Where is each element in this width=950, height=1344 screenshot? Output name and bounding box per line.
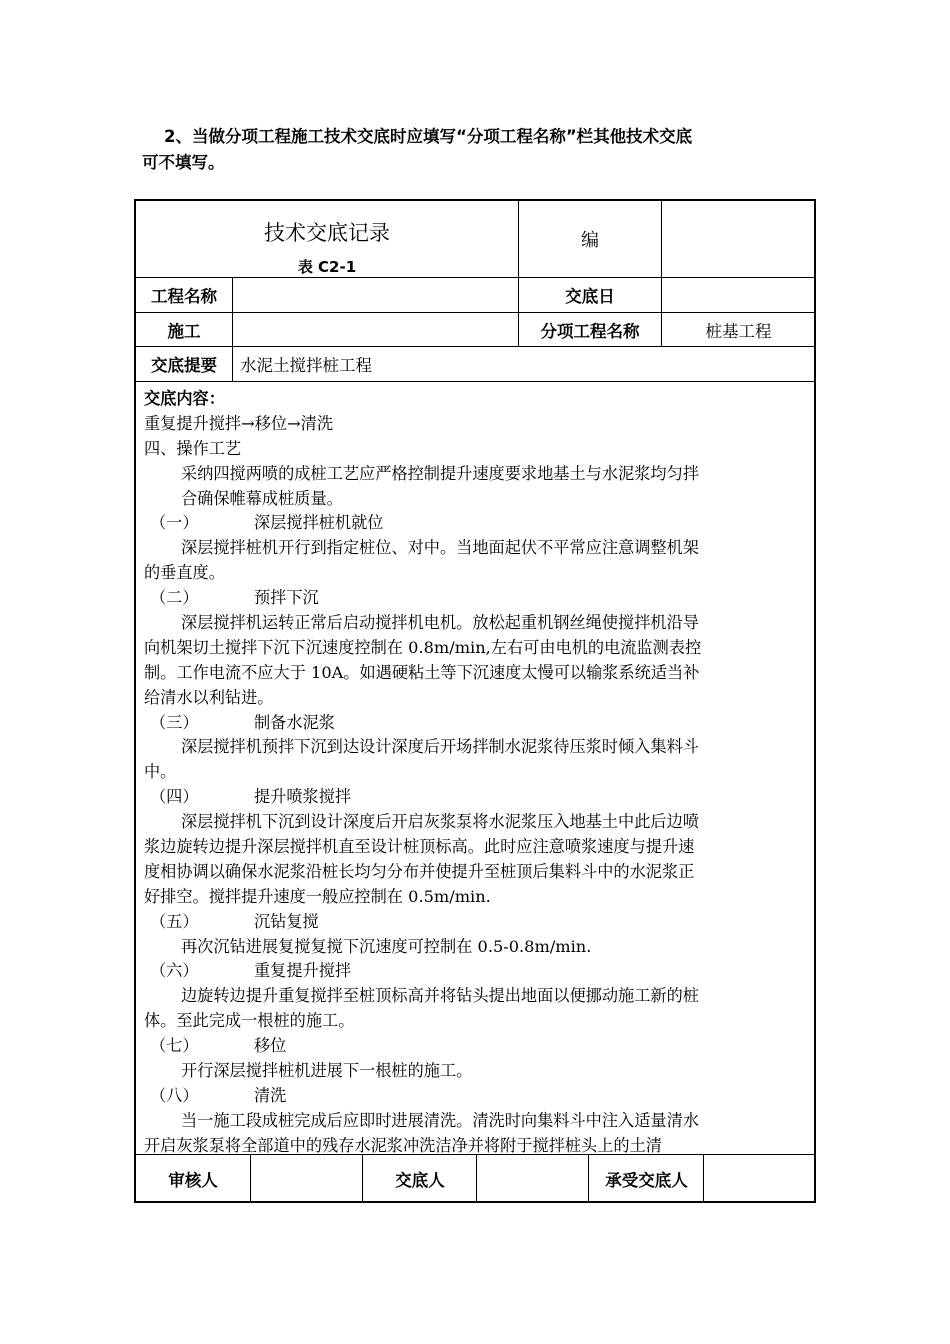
section-line: 开启灰浆泵将全部道中的残存水泥浆冲洗洁净并将附于搅拌桩头上的土清 (144, 1135, 662, 1155)
date-field[interactable] (663, 278, 814, 312)
section-line: 深层搅拌机预拌下沉到达设计深度后开场拌制水泥浆待压浆时倾入集料斗 (181, 737, 699, 757)
section-line: 制。工作电流不应大于 10A。如遇硬粘土等下沉速度太慢可以输浆系统适当补 (144, 662, 700, 682)
section-heading (144, 1084, 810, 1109)
receiver-label: 承受交底人 (605, 1171, 688, 1190)
receiver-field[interactable] (705, 1155, 814, 1203)
note-line-2: 可不填写。 (142, 153, 225, 172)
form-title: 技术交底记录 (264, 221, 390, 245)
section-title: 重复提升搅拌 (254, 961, 352, 981)
section-line: 深层搅拌机运转正常后启动搅拌机电机。放松起重机钢丝绳使搅拌机沿导 (181, 613, 699, 633)
section-number: （五） (150, 911, 199, 931)
project-name-label: 工程名称 (151, 287, 217, 306)
bian-field[interactable] (663, 201, 814, 277)
section-title: 提升喷浆搅拌 (254, 787, 352, 807)
disclosure-content (144, 387, 810, 1159)
form-title-block (136, 201, 518, 277)
section-title: 深层搅拌桩机就位 (254, 513, 384, 533)
section-title: 清洗 (254, 1085, 287, 1105)
section-line: 中。 (144, 762, 177, 782)
section-title: 预拌下沉 (254, 588, 319, 608)
section-number: （三） (150, 712, 199, 732)
section-line: 当一施工段成桩完成后应即时进展清洗。清洗时向集料斗中注入适量清水 (181, 1110, 699, 1130)
instruction-note (142, 124, 802, 176)
reviewer-field[interactable] (252, 1155, 362, 1203)
section-line: 深层搅拌桩机开行到指定桩位、对中。当地面起伏不平常应注意调整机架 (181, 538, 699, 558)
date-label: 交底日 (565, 287, 615, 306)
content-line: 采纳四搅两喷的成桩工艺应严格控制提升速度要求地基土与水泥浆均匀拌 (181, 463, 699, 483)
section-line: 边旋转边提升重复搅拌至桩顶标高并将钻头提出地面以便挪动施工新的桩 (181, 986, 699, 1006)
section-heading (144, 959, 810, 984)
content-line: 重复提升搅拌→移位→清洗 (144, 413, 334, 433)
section-line: 开行深层搅拌桩机进展下一根桩的施工。 (181, 1061, 473, 1081)
discloser-field[interactable] (478, 1155, 588, 1203)
note-line-1: 2、当做分项工程施工技术交底时应填写“分项工程名称”栏其他技术交底 (164, 127, 693, 146)
discloser-label: 交底人 (395, 1171, 445, 1190)
section-title: 沉钻复搅 (254, 911, 319, 931)
construction-field[interactable] (234, 313, 518, 346)
section-heading (144, 910, 810, 935)
section-line: 浆边旋转边提升深层搅拌机直至设计桩顶标高。此时应注意喷浆速度与提升速 (144, 837, 695, 857)
table-number: 表 C2-1 (297, 258, 357, 276)
section-line: 给清水以利钻进。 (144, 687, 274, 707)
summary-label: 交底提要 (151, 356, 217, 375)
section-line: 向机架切土搅拌下沉下沉速度控制在 0.8m/min,左右可由电机的电流监测表控 (144, 637, 702, 657)
section-line: 的垂直度。 (144, 563, 225, 583)
section-line: 体。至此完成一根桩的施工。 (144, 1011, 355, 1031)
section-line: 再次沉钻进展复搅复搅下沉速度可控制在 0.5-0.8m/min. (181, 936, 592, 956)
section-title: 移位 (254, 1036, 287, 1056)
disclosure-record-form (134, 199, 816, 1203)
section-heading (144, 711, 810, 736)
subproject-name-field[interactable]: 桩基工程 (705, 321, 772, 341)
section-line: 深层搅拌机下沉到设计深度后开启灰浆泵将水泥浆压入地基土中此后边喷 (181, 812, 699, 832)
section-number: （四） (150, 787, 199, 807)
section-heading (144, 1034, 810, 1059)
project-name-field[interactable] (234, 278, 518, 312)
section-number: （六） (150, 961, 199, 981)
content-header: 交底内容： (144, 389, 225, 408)
construction-label: 施工 (167, 321, 201, 341)
section-number: （一） (150, 513, 199, 533)
section-heading (144, 511, 810, 536)
section-number: （七） (150, 1036, 199, 1056)
subproject-name-label: 分项工程名称 (540, 321, 640, 341)
section-number: （二） (150, 588, 199, 608)
bian-label: 编 (581, 230, 599, 251)
section-line: 度相协调以确保水泥浆沿桩长均匀分布并使提升至桩顶后集料斗中的水泥浆正 (144, 861, 695, 881)
section-title: 制备水泥浆 (254, 712, 335, 732)
section-heading (144, 586, 810, 611)
content-line: 合确保帷幕成桩质量。 (181, 488, 343, 508)
section-number: （八） (150, 1085, 199, 1105)
summary-field[interactable]: 水泥土搅拌桩工程 (240, 356, 372, 375)
reviewer-label: 审核人 (168, 1171, 218, 1190)
section-line: 好排空。搅拌提升速度一般应控制在 0.5m/min. (144, 886, 491, 906)
content-line: 四、操作工艺 (144, 438, 242, 458)
section-heading (144, 785, 810, 810)
